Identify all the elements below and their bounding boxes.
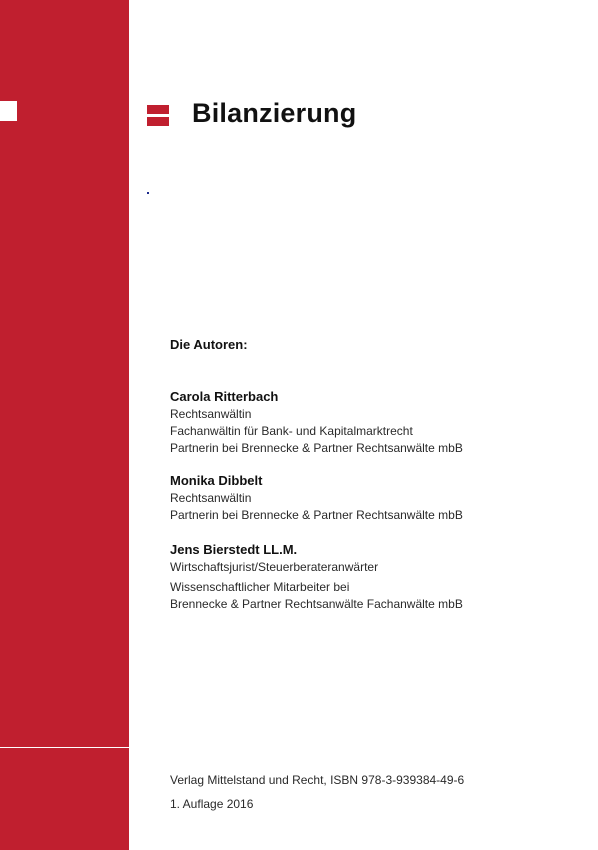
author-name: Carola Ritterbach — [170, 389, 279, 404]
sidebar-divider-line — [0, 747, 129, 748]
author-name: Monika Dibbelt — [170, 473, 263, 488]
author-title: Rechtsanwältin — [170, 407, 252, 421]
sidebar-white-mark — [0, 101, 17, 121]
author-title: Rechtsanwältin — [170, 491, 252, 505]
title-icon-top-bar — [147, 105, 169, 114]
author-block-bierstedt — [170, 541, 580, 613]
author-affiliation: Partnerin bei Brennecke & Partner Rechtsanwälte mbB — [170, 508, 463, 522]
author-block-ritterbach — [170, 388, 580, 457]
publisher-isbn: Verlag Mittelstand und Recht, ISBN 978-3-939384-49-6 — [170, 773, 465, 787]
author-block-dibbelt — [170, 472, 580, 524]
small-dot-mark — [147, 192, 149, 194]
title-icon-bottom-bar — [147, 117, 169, 126]
page-title: Bilanzierung — [192, 98, 357, 128]
edition-info: 1. Auflage 2016 — [170, 797, 254, 811]
author-affiliation: Brennecke & Partner Rechtsanwälte Fachanwälte mbB — [170, 597, 463, 611]
authors-heading: Die Autoren: — [170, 337, 248, 352]
red-sidebar — [0, 0, 129, 850]
author-affiliation: Partnerin bei Brennecke & Partner Rechtsanwälte mbB — [170, 441, 463, 455]
author-specialization: Fachanwältin für Bank- und Kapitalmarktrecht — [170, 424, 413, 438]
double-bar-icon — [147, 105, 169, 127]
author-role: Wissenschaftlicher Mitarbeiter bei — [170, 580, 350, 594]
author-name: Jens Bierstedt LL.M. — [170, 542, 298, 557]
author-title: Wirtschaftsjurist/Steuerberateranwärter — [170, 560, 379, 574]
